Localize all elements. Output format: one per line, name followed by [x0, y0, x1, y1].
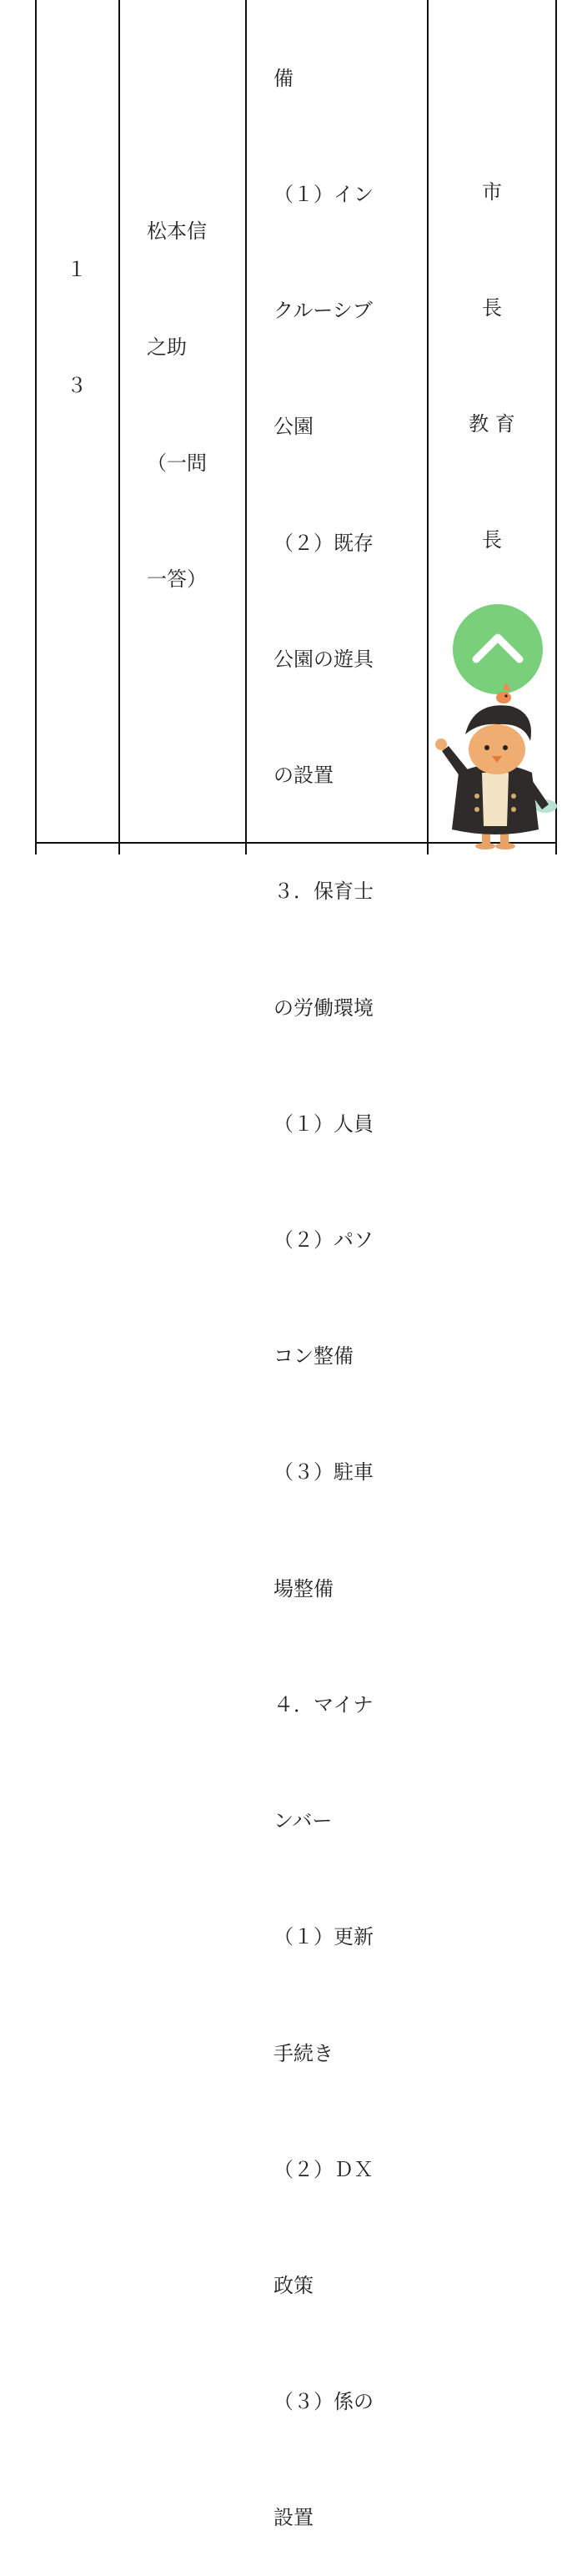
topic-line: ３．保育士: [273, 880, 374, 904]
table-border-left: [35, 0, 37, 854]
topic-line: （３）駐車: [273, 1460, 374, 1485]
respondent-line: 長: [482, 528, 502, 552]
topic-line: 手続き: [273, 2041, 334, 2065]
topic-line: （３）係の: [273, 2390, 374, 2414]
topic-line: 公園: [273, 415, 314, 439]
mascot-character-icon: [430, 679, 560, 850]
respondent-line: 市: [482, 179, 502, 204]
topic-line: ンバー: [273, 1809, 333, 1833]
topic-line: （１）更新: [273, 1925, 374, 1949]
question-topics-cell: [273, 0, 374, 2576]
topic-line: （１）イン: [273, 183, 374, 207]
topic-line: 場整備: [273, 1576, 334, 1601]
member-name-line: 之助: [147, 335, 187, 360]
topic-line: 公園の遊具: [273, 647, 374, 671]
member-name-line: （一問: [147, 451, 207, 476]
topic-line: クルーシブ: [273, 299, 373, 323]
topic-line: 設置: [273, 2506, 314, 2530]
topic-line: の労働環境: [273, 996, 374, 1020]
topic-line: ４．マイナ: [273, 1692, 374, 1716]
row-number-line: １: [67, 257, 87, 281]
table-border-col2: [245, 0, 247, 854]
row-number-cell: [67, 173, 85, 444]
member-name-line: 一答）: [147, 567, 207, 592]
respondent-line: 長: [482, 296, 502, 320]
topic-line: （１）人員: [273, 1112, 374, 1136]
respondent-line: 教 育: [469, 412, 515, 436]
topic-line: （２）既存: [273, 531, 374, 555]
topic-line: 備: [273, 66, 294, 90]
row-number-line: ３: [67, 374, 87, 398]
table-border-col1: [118, 0, 120, 854]
member-name-line: 松本信: [147, 219, 207, 243]
topic-line: の設置: [273, 764, 334, 788]
table-border-col3: [427, 0, 429, 854]
member-name-cell: [147, 134, 207, 638]
topic-line: 政策: [273, 2273, 314, 2297]
topic-line: （２）ＤＸ: [273, 2157, 374, 2181]
topic-line: コン整備: [273, 1344, 354, 1369]
topic-line: （２）パソ: [273, 1228, 374, 1252]
